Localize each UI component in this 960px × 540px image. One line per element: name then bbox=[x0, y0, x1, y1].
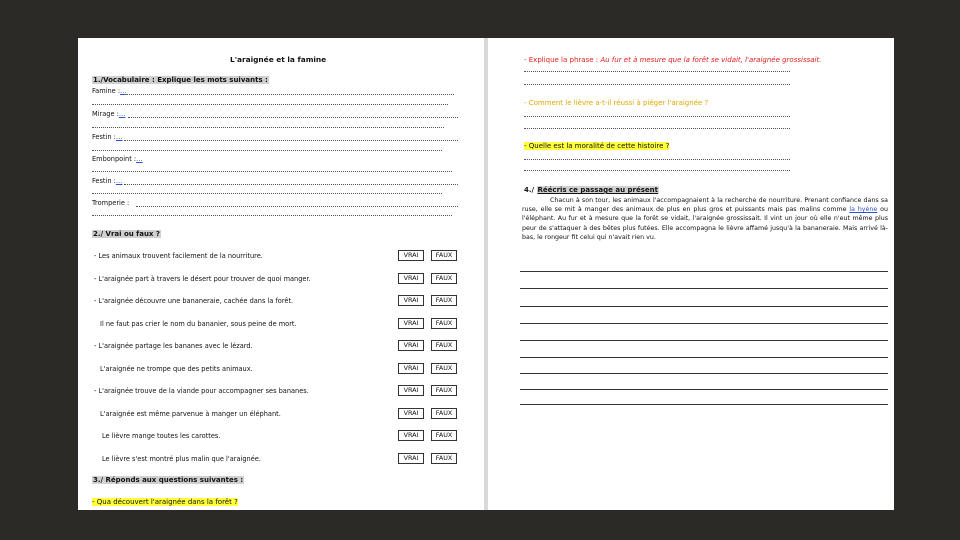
vrai-checkbox[interactable]: VRAI bbox=[398, 295, 424, 306]
page-title: L'araignée et la famine bbox=[230, 55, 327, 64]
answer-line[interactable] bbox=[524, 84, 790, 85]
answer-line[interactable] bbox=[524, 116, 790, 117]
answer-line[interactable] bbox=[124, 140, 458, 141]
faux-checkbox[interactable]: FAUX bbox=[431, 273, 457, 284]
statement: Il ne faut pas crier le nom du bananier, sous peine de mort. bbox=[100, 320, 297, 328]
questions-heading: 3./ Réponds aux questions suivantes : bbox=[93, 476, 244, 484]
writing-line[interactable] bbox=[520, 323, 888, 324]
vocab-term: Festin :… bbox=[92, 177, 123, 185]
worksheet-page-left bbox=[78, 38, 484, 510]
passage-text: Chacun à son tour, les animaux l'accompagnaient à la recherche de nourriture. Prenant confiance dans sa ruse, elle se mit à manger des animaux de plus en plus gros et puissants mais pas malins comme la hyène ou l'éléphant. Au fur et à mesure que la forêt se vidait, l'araignée grossissait. Il vint un jour où elle n'eut même plus peur de s'attaquer à des bêtes plus futées. Elle accompagna le lièvre affamé jusqu'à la bananeraie. Mais arrivé là-bas, le rongeur fit celui qui n'avait rien vu. bbox=[522, 197, 888, 241]
faux-checkbox[interactable]: FAUX bbox=[431, 318, 457, 329]
question-lievre: - Comment le lièvre a-t-il réussi à piéger l'araignée ? bbox=[524, 99, 709, 107]
writing-line[interactable] bbox=[520, 340, 888, 341]
vrai-checkbox[interactable]: VRAI bbox=[398, 273, 424, 284]
writing-line[interactable] bbox=[520, 389, 888, 390]
vocab-term: Festin :… bbox=[92, 133, 123, 141]
vocab-answer[interactable]: … bbox=[120, 87, 127, 95]
writing-line[interactable] bbox=[520, 404, 888, 405]
faux-checkbox[interactable]: FAUX bbox=[431, 408, 457, 419]
answer-line[interactable] bbox=[124, 184, 458, 185]
answer-line[interactable] bbox=[92, 193, 442, 194]
answer-line[interactable] bbox=[128, 117, 458, 118]
writing-line[interactable] bbox=[520, 306, 888, 307]
question-morale: - Quelle est la moralité de cette histoire ? bbox=[524, 142, 670, 150]
faux-checkbox[interactable]: FAUX bbox=[431, 430, 457, 441]
faux-checkbox[interactable]: FAUX bbox=[431, 453, 457, 464]
answer-line[interactable] bbox=[524, 128, 790, 129]
vrai-checkbox[interactable]: VRAI bbox=[398, 250, 424, 261]
statement: - L'araignée partage les bananes avec le lézard. bbox=[94, 342, 253, 350]
question-text: - Qua découvert l'araignée dans la forêt ? bbox=[92, 498, 238, 506]
answer-line[interactable] bbox=[124, 94, 454, 95]
statement: L'araignée est même parvenue à manger un éléphant. bbox=[100, 410, 281, 418]
vrai-checkbox[interactable]: VRAI bbox=[398, 408, 424, 419]
vocab-term: Embonpoint :… bbox=[92, 155, 143, 163]
rewrite-heading: 4./ Réécris ce passage au présent bbox=[524, 186, 658, 194]
faux-checkbox[interactable]: FAUX bbox=[431, 250, 457, 261]
answer-line[interactable] bbox=[92, 215, 452, 216]
statement: - L'araignée part à travers le désert pour trouver de quoi manger. bbox=[94, 275, 311, 283]
answer-line[interactable] bbox=[92, 127, 444, 128]
vrai-checkbox[interactable]: VRAI bbox=[398, 363, 424, 374]
statement: - L'araignée trouve de la viande pour accompagner ses bananes. bbox=[94, 387, 309, 395]
statement: L'araignée ne trompe que des petits animaux. bbox=[100, 365, 253, 373]
highlighted-word: la hyène bbox=[849, 206, 878, 214]
answer-line[interactable] bbox=[136, 206, 458, 207]
vrai-checkbox[interactable]: VRAI bbox=[398, 318, 424, 329]
writing-line[interactable] bbox=[520, 373, 888, 374]
vocab-term: Mirage :… bbox=[92, 110, 126, 118]
true-false-heading: 2./ Vrai ou faux ? bbox=[93, 230, 160, 238]
question-explain: - Explique la phrase : Au fur et à mesure que la forêt se vidait, l'araignée grossissait. bbox=[524, 56, 822, 64]
answer-line[interactable] bbox=[524, 170, 790, 171]
answer-line[interactable] bbox=[524, 71, 790, 72]
faux-checkbox[interactable]: FAUX bbox=[431, 340, 457, 351]
faux-checkbox[interactable]: FAUX bbox=[431, 295, 457, 306]
vrai-checkbox[interactable]: VRAI bbox=[398, 385, 424, 396]
quoted-sentence: Au fur et à mesure que la forêt se vidait, l'araignée grossissait. bbox=[600, 56, 822, 64]
answer-line[interactable] bbox=[524, 159, 790, 160]
vocab-answer[interactable]: … bbox=[115, 177, 123, 185]
vrai-checkbox[interactable]: VRAI bbox=[398, 340, 424, 351]
faux-checkbox[interactable]: FAUX bbox=[431, 385, 457, 396]
answer-line[interactable] bbox=[92, 171, 452, 172]
writing-line[interactable] bbox=[520, 271, 888, 272]
statement: - Les animaux trouvent facilement de la nourriture. bbox=[94, 252, 263, 260]
vocab-answer[interactable]: … bbox=[115, 133, 123, 141]
vocab-answer[interactable]: … bbox=[118, 110, 126, 118]
answer-line[interactable] bbox=[92, 104, 448, 105]
vocab-term: Tromperie : bbox=[92, 199, 130, 207]
statement: - L'araignée découvre une bananeraie, cachée dans la forêt. bbox=[94, 297, 294, 305]
writing-line[interactable] bbox=[520, 288, 888, 289]
vrai-checkbox[interactable]: VRAI bbox=[398, 453, 424, 464]
answer-line[interactable] bbox=[92, 150, 442, 151]
vocab-answer[interactable]: … bbox=[136, 155, 143, 163]
statement: Le lièvre mange toutes les carottes. bbox=[102, 432, 221, 440]
worksheet-page-right bbox=[488, 38, 894, 510]
vocab-heading: 1./Vocabulaire : Explique les mots suivants : bbox=[93, 76, 268, 84]
writing-line[interactable] bbox=[520, 357, 888, 358]
faux-checkbox[interactable]: FAUX bbox=[431, 363, 457, 374]
vrai-checkbox[interactable]: VRAI bbox=[398, 430, 424, 441]
statement: Le lièvre s'est montré plus malin que l'araignée. bbox=[102, 455, 261, 463]
vocab-term: Famine :… bbox=[92, 87, 127, 95]
